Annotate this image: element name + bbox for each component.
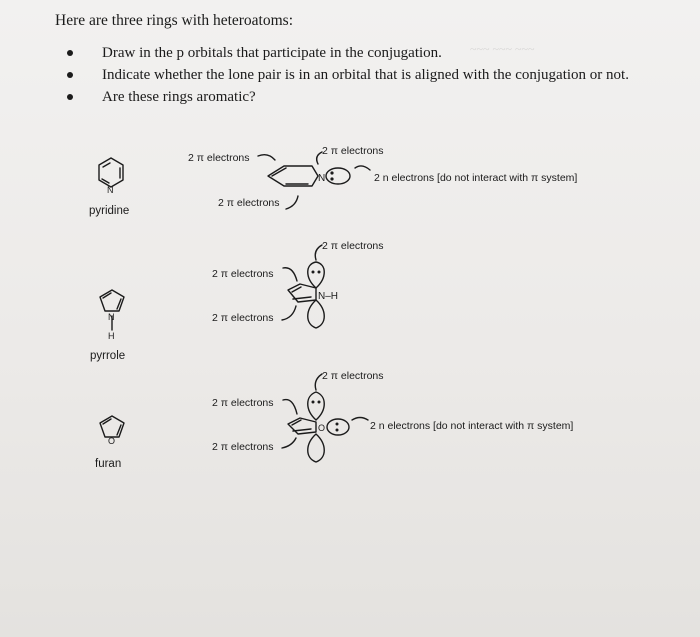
molecule-name: furan: [95, 458, 122, 470]
atom-label: O: [318, 423, 326, 433]
pi-electron-label: 2 π electrons: [212, 312, 274, 324]
pi-electron-label: 2 π electrons: [188, 152, 250, 164]
atom-label: N: [108, 312, 115, 322]
lone-pair-orbital: [327, 419, 349, 435]
atom-label: H: [108, 331, 115, 341]
pi-electron-label: 2 π electrons: [322, 240, 384, 252]
p-orbital-lobe: [308, 300, 325, 328]
p-orbital-lobe: [308, 434, 325, 462]
arrow-curve: [283, 268, 297, 281]
arrow-curve: [315, 245, 322, 260]
instruction-item: Draw in the p orbitals that participate in the conjugation.: [64, 42, 629, 64]
arrow-curve: [282, 306, 296, 320]
instruction-item: Indicate whether the lone pair is in an orbital that is aligned with the conjugation or not.: [64, 64, 629, 86]
question-intro: Here are three rings with heteroatoms:: [55, 12, 294, 29]
instruction-item: Are these rings aromatic?: [64, 86, 629, 108]
arrow-curve: [352, 418, 368, 421]
pyrrole-structure: [100, 290, 124, 330]
atom-label: N–H: [318, 291, 339, 302]
atom-label: N: [107, 185, 114, 195]
p-orbital-lobe: [308, 262, 325, 288]
furan-structure: [100, 416, 124, 437]
pi-electron-label: 2 π electrons: [212, 397, 274, 409]
n-electron-label: 2 n electrons [do not interact with π system]: [370, 420, 574, 432]
pi-electron-label: 2 π electrons: [218, 197, 280, 209]
n-electron-label: 2 n electrons [do not interact with π system]: [374, 172, 578, 184]
molecule-name: pyridine: [89, 205, 130, 217]
arrow-curve: [355, 166, 370, 170]
arrow-curve: [315, 374, 322, 390]
pi-electron-label: 2 π electrons: [212, 441, 274, 453]
molecule-name: pyrrole: [90, 350, 126, 362]
pi-electron-label: 2 π electrons: [322, 370, 384, 382]
arrow-curve: [282, 438, 296, 448]
lone-pair-orbital: [326, 168, 350, 184]
atom-label: O: [108, 436, 116, 446]
pyridine-ring-diagram: [268, 166, 350, 186]
pi-electron-label: 2 π electrons: [322, 145, 384, 157]
p-orbital-lobe: [308, 392, 325, 420]
atom-label: N: [318, 173, 326, 184]
pyridine-structure: [99, 158, 123, 187]
arrow-curve: [283, 400, 297, 414]
bleed-through-text: ~~~ ~~~ ~~~: [470, 42, 535, 56]
arrow-curve: [258, 155, 275, 160]
pi-electron-label: 2 π electrons: [212, 268, 274, 280]
arrow-curve: [286, 196, 298, 209]
